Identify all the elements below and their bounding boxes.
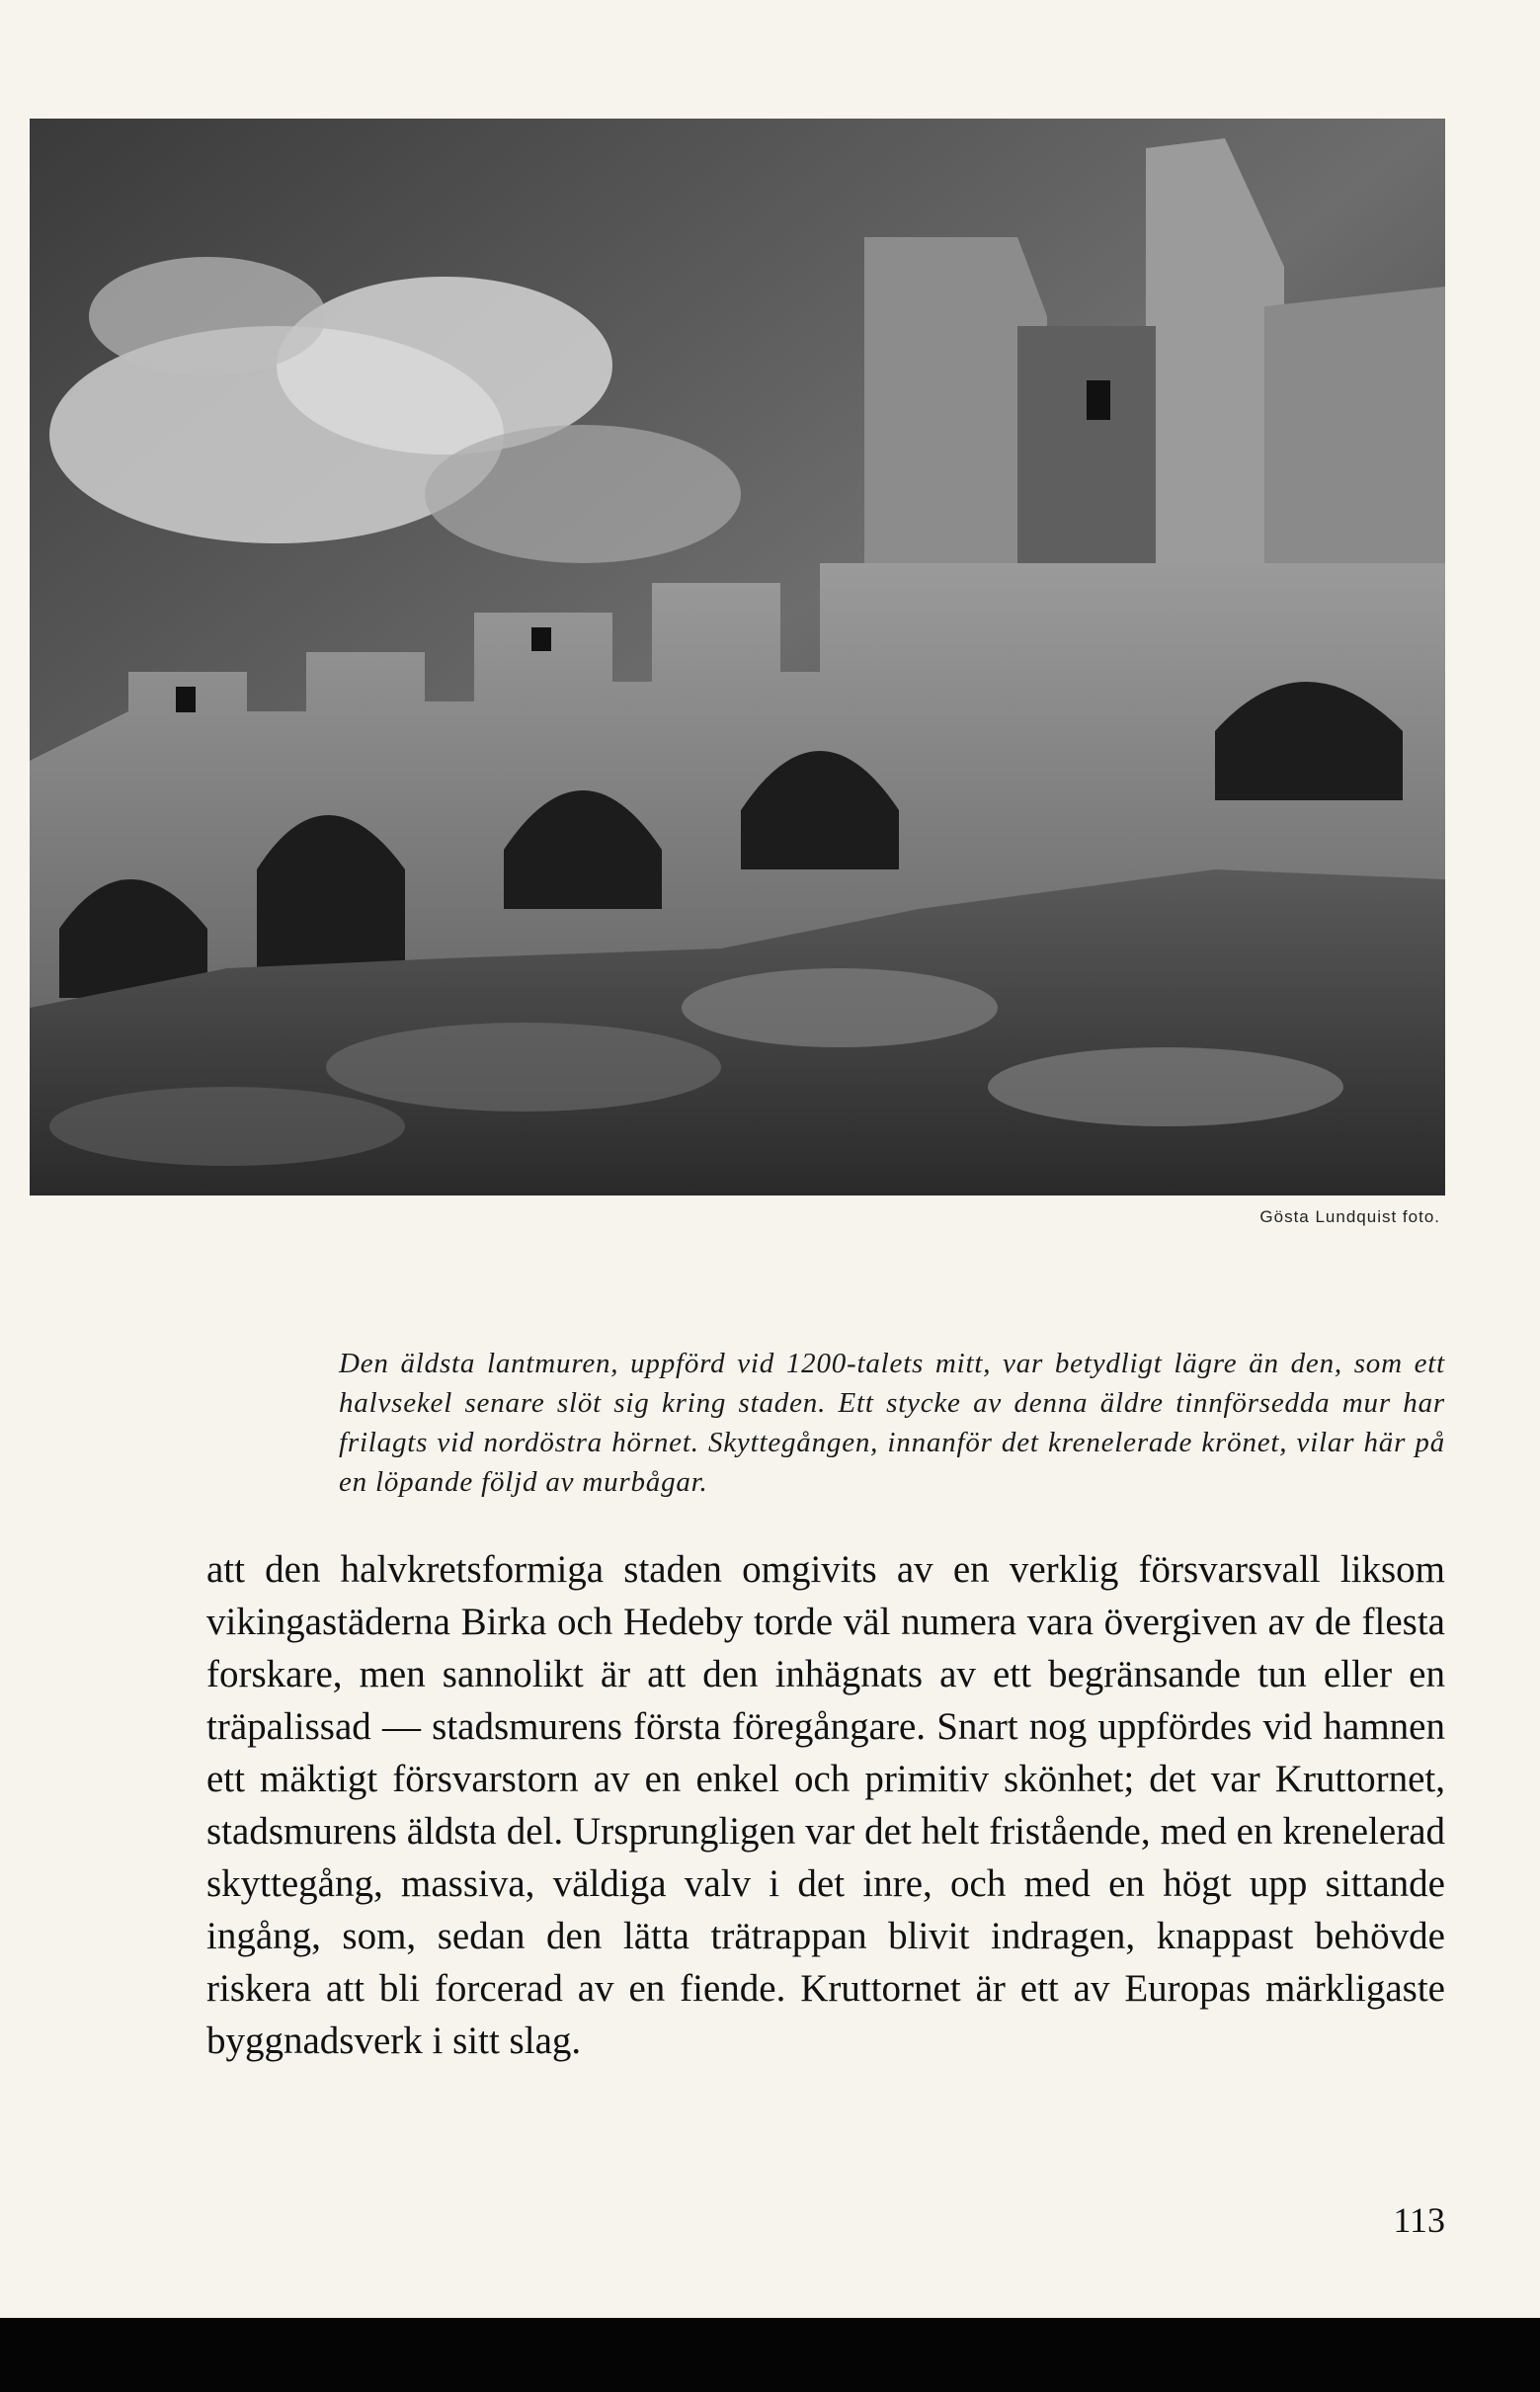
body-paragraph: att den halvkretsformiga staden omgivits av en verklig försvarsvall liksom vikingastäderna Birka och Hedeby torde väl numera vara övergiven av de flesta forskare, men sannolikt är att den inhägnats av ett begränsande tun eller en träpalissad — stadsmurens första föregångare. Snart nog uppfördes vid hamnen ett mäktigt försvarstorn av en enkel och primitiv skönhet; det var Kruttornet, stadsmurens äldsta del. Ursprungligen var det helt fristående, med en krenelerad skyttegång, massiva, väldiga valv i det inre, och med en högt upp sittande ingång, som, sedan den lätta trätrappan blivit indragen, knappast behövde riskera att bli forcerad av en fiende. Kruttornet är ett av Europas märkligaste byggnadsverk i sitt slag. bbox=[206, 1548, 1445, 2062]
castle-wall-photo-icon bbox=[30, 119, 1445, 1196]
photo-credit: Gösta Lundquist foto. bbox=[1259, 1207, 1440, 1226]
scan-border bbox=[0, 2318, 1540, 2392]
page-number: 113 bbox=[1393, 2200, 1445, 2240]
photo-caption: Den äldsta lantmuren, uppförd vid 1200-talets mitt, var betydligt lägre än den, som ett halvsekel senare slöt sig kring staden. Ett stycke av denna äldre tinnförsedda mur har frilagts vid nordöstra hörnet. Skyttegången, innanför det krenelerade krönet, vilar här på en löpande följd av murbågar. bbox=[339, 1348, 1445, 1498]
castle-wall-photo bbox=[30, 119, 1445, 1196]
